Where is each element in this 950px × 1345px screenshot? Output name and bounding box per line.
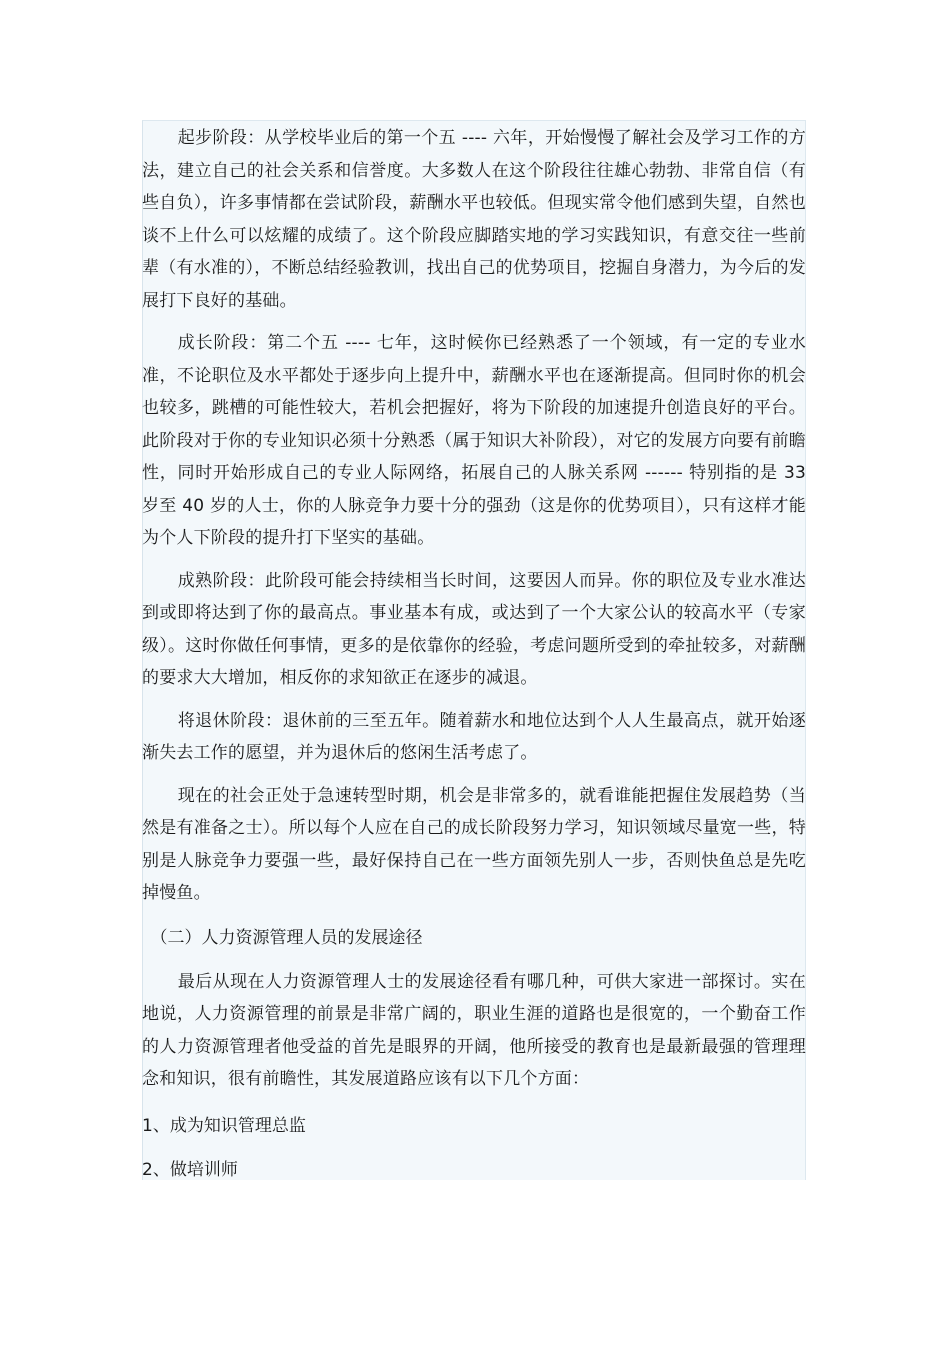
paragraph-startup-stage: 起步阶段：从学校毕业后的第一个五 ---- 六年，开始慢慢了解社会及学习工作的方法，建立自己的社会关系和信誉度。大多数人在这个阶段往往雄心勃勃、非常自信（有些自负），许多事情都在尝试阶段，薪酬水平也较低。但现实常令他们感到失望，自然也谈不上什么可以炫耀的成绩了。这个阶段应脚踏实地的学习实践知识，有意交往一些前辈（有水准的），不断总结经验教训，找出自己的优势项目，挖掘自身潜力，为今后的发展打下良好的基础。 [142,128,806,311]
list-item-knowledge-director: 1、成为知识管理总监 [142,1115,306,1136]
document-body [142,122,806,1186]
paragraph-pre-retirement-stage: 将退休阶段：退休前的三至五年。随着薪水和地位达到个人人生最高点，就开始逐渐失去工作的愿望，并为退休后的悠闲生活考虑了。 [142,710,806,763]
paragraph-mature-stage: 成熟阶段：此阶段可能会持续相当长时间，这要因人而异。你的职位及专业水准达到或即将达到了你的最高点。事业基本有成，或达到了一个大家公认的较高水平（专家级）。这时你做任何事情，更多的是依靠你的经验，考虑问题所受到的牵扯较多，对薪酬的要求大大增加，相反你的求知欲正在逐步的减退。 [142,570,806,688]
paragraph-social-transition: 现在的社会正处于急速转型时期，机会是非常多的，就看谁能把握住发展趋势（当然是有准备之士）。所以每个人应在自己的成长阶段努力学习，知识领域尽量宽一些，特别是人脉竞争力要强一些，最好保持自己在一些方面领先别人一步，否则快鱼总是先吃掉慢鱼。 [142,785,806,903]
paragraph-growth-stage: 成长阶段：第二个五 ---- 七年，这时候你已经熟悉了一个领域，有一定的专业水准，不论职位及水平都处于逐步向上提升中，薪酬水平也在逐渐提高。但同时你的机会也较多，跳槽的可能性较大，若机会把握好，将为下阶段的加速提升创造良好的平台。此阶段对于你的专业知识必须十分熟悉（属于知识大补阶段），对它的发展方向要有前瞻性，同时开始形成自己的专业人际网络，拓展自己的人脉关系网 ------ 特别指的是 33 岁至 40 岁的人士，你的人脉竞争力要十分的强劲（这是你的优势项目），只有这样才能为个人下阶段的提升打下坚实的基础。 [142,333,806,548]
section-heading: （二）人力资源管理人员的发展途径 [150,927,423,948]
paragraph-hr-intro: 最后从现在人力资源管理人士的发展途径看有哪几种，可供大家进一部探讨。实在地说，人力资源管理的前景是非常广阔的，职业生涯的道路也是很宽的，一个勤奋工作的人力资源管理者他受益的首先是眼界的开阔，他所接受的教育也是最新最强的管理理念和知识，很有前瞻性，其发展道路应该有以下几个方面： [142,971,806,1089]
list-item-trainer: 2、做培训师 [142,1159,238,1180]
